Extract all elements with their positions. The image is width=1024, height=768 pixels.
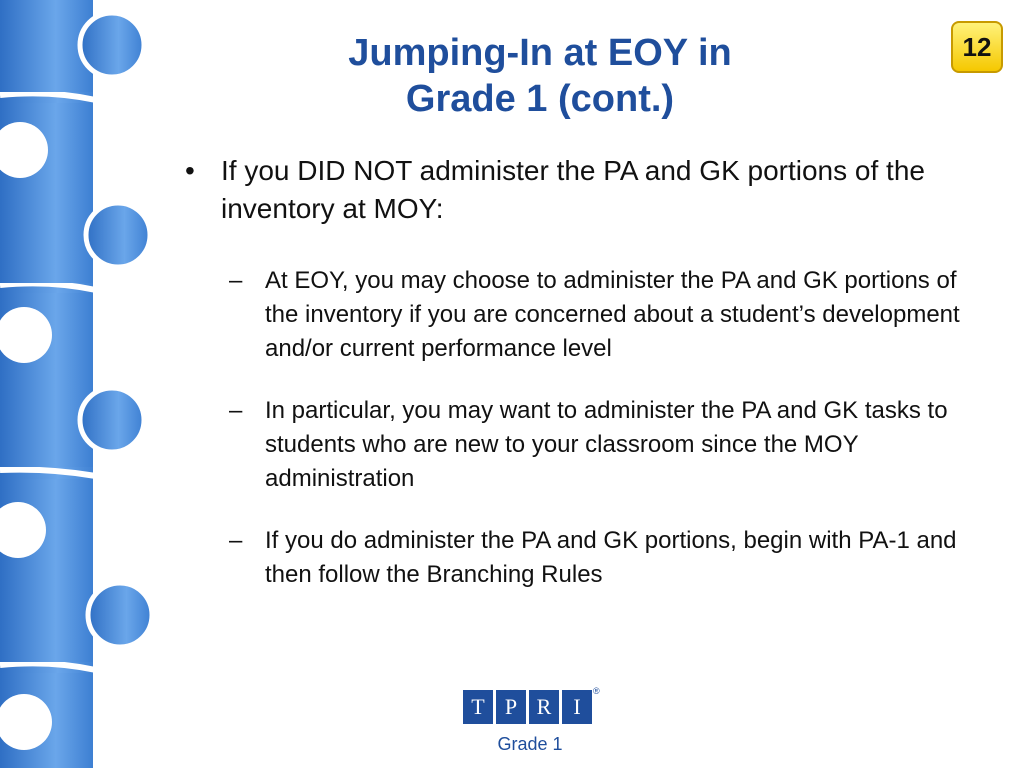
sub-bullet-dash: – (229, 397, 243, 424)
logo-letter: P (496, 690, 526, 724)
slide-title (250, 30, 830, 122)
puzzle-border-decoration (0, 0, 160, 768)
sub-bullet-dash: – (229, 267, 243, 294)
sub-bullet-text: At EOY, you may choose to administer the PA and GK portions of the inventory if you are concerned about a student’s development and/or current performance level (265, 267, 960, 362)
sub-bullet-text: In particular, you may want to administer the PA and GK tasks to students who are new to your classroom since the MOY administration (265, 397, 948, 492)
logo-grade-label: Grade 1 (497, 734, 563, 754)
slide-title-line-2: Grade 1 (cont.) (405, 78, 675, 120)
logo-letter: T (463, 690, 493, 724)
logo-letter: I (562, 690, 592, 724)
sub-bullet (185, 264, 985, 366)
main-bullet-text: If you DID NOT administer the PA and GK portions of the inventory at MOY: (221, 155, 925, 224)
logo-letter: R (529, 690, 559, 724)
sub-bullet (185, 524, 985, 592)
sub-bullet (185, 394, 985, 496)
sub-bullet-dash: – (229, 527, 243, 554)
slide-title-line-1: Jumping-In at EOY in (348, 32, 732, 74)
registered-mark: ® (593, 686, 600, 696)
sub-bullet-text: If you do administer the PA and GK portions, begin with PA-1 and then follow the Branching Rules (265, 527, 957, 588)
slide-number-badge: 12 (951, 21, 1003, 73)
bullet-dot: • (185, 155, 195, 186)
main-bullet (185, 152, 985, 228)
slide-body (185, 152, 985, 620)
tpri-logo (463, 686, 603, 760)
tpri-logo-letters (463, 690, 603, 724)
